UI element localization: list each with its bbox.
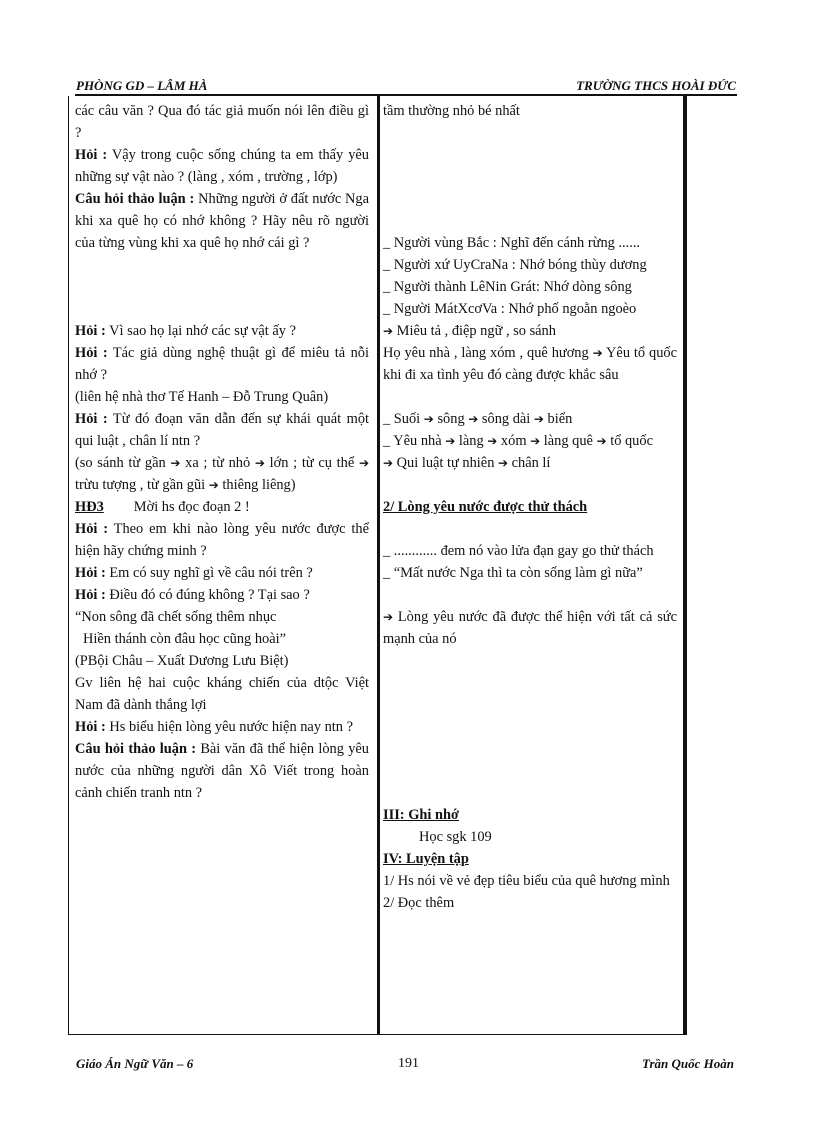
question-item xyxy=(75,144,369,188)
arrow-icon: ➔ xyxy=(592,346,603,360)
question-text: Em có suy nghĩ gì về câu nói trên ? xyxy=(105,565,313,581)
arrow-icon: ➔ xyxy=(383,324,394,338)
page-number: 191 xyxy=(398,1056,419,1071)
poem-line: “Non sông đã chết sống thêm nhục xyxy=(75,609,277,625)
arrow-icon: ➔ xyxy=(170,456,181,470)
spacer xyxy=(383,474,677,496)
comparison-note: (so sánh từ gần ➔ xa ; từ nhỏ ➔ lớn ; từ cụ thể ➔ trừu tượng , từ gần gũi ➔ thiêng liêng) xyxy=(75,455,370,493)
question-item xyxy=(75,716,369,738)
content-bullet: _ Người thành LêNin Grát: Nhớ dòng sông xyxy=(383,279,632,295)
question-text: Từ đó đoạn văn dẫn đến sự khái quát một qui luật , chân lí ntn ? xyxy=(75,411,370,449)
question-item xyxy=(75,584,369,606)
discussion-label: Câu hỏi thảo luận : xyxy=(75,741,197,757)
question-label: Hỏi : xyxy=(75,521,109,537)
spacer xyxy=(383,650,677,716)
question-text: Hs biểu hiện lòng yêu nước hiện nay ntn ? xyxy=(105,719,353,735)
content-text: 1/ Hs nói về vẻ đẹp tiêu biểu của quê hương mình xyxy=(383,873,670,889)
activity-heading xyxy=(75,496,369,518)
poem-source: (PBội Châu – Xuất Dương Lưu Biệt) xyxy=(75,653,289,669)
teacher-note: Gv liên hệ hai cuộc kháng chiến của dtộc Việt Nam đã dành thắng lợi xyxy=(75,675,369,713)
content-bullet: _ Người vùng Bắc : Nghĩ đến cánh rừng ...... xyxy=(383,235,641,251)
arrow-icon: ➔ xyxy=(208,478,219,492)
content-chain: _ Suối ➔ sông ➔ sông dài ➔ biển xyxy=(383,411,573,427)
spacer xyxy=(383,122,677,166)
arrow-icon: ➔ xyxy=(487,434,498,448)
spacer xyxy=(383,210,677,232)
content-conclusion: ➔ Lòng yêu nước đã được thể hiện với tất cả sức mạnh của nó xyxy=(383,609,677,647)
question-label: Hỏi : xyxy=(75,565,106,581)
question-item xyxy=(75,320,369,342)
question-label: Hỏi : xyxy=(75,345,108,361)
discussion-label: Câu hỏi thảo luận : xyxy=(75,191,195,207)
section-heading: IV: Luyện tập xyxy=(383,851,469,867)
question-item xyxy=(75,518,369,562)
activity-text: Mời hs đọc đoạn 2 ! xyxy=(133,499,250,515)
discussion-item xyxy=(75,188,369,254)
content-text: 2/ Đọc thêm xyxy=(383,895,455,911)
question-label: Hỏi : xyxy=(75,719,106,735)
content-conclusion: ➔ Miêu tả , điệp ngữ , so sánh xyxy=(383,323,556,339)
discussion-text: Những người ở đất nước Nga khi xa quê họ có nhớ không ? Hãy nêu rõ người của từng vùng khi xa quê họ nhớ cái gì ? xyxy=(75,191,370,251)
arrow-icon: ➔ xyxy=(596,434,607,448)
activity-label: HĐ3 xyxy=(75,499,104,515)
content-text: Học sgk 109 xyxy=(419,829,492,845)
arrow-icon: ➔ xyxy=(445,434,456,448)
arrow-icon: ➔ xyxy=(383,610,394,624)
arrow-icon: ➔ xyxy=(383,456,394,470)
question-label: Hỏi : xyxy=(75,147,108,163)
content-text: Họ yêu nhà , làng xóm , quê hương ➔ Yêu tổ quốc khi đi xa tình yêu đó càng được khắc sâu xyxy=(383,345,677,383)
spacer xyxy=(383,584,677,606)
question-text: các câu văn ? Qua đó tác giả muốn nói lên điều gì ? xyxy=(75,103,369,141)
arrow-icon: ➔ xyxy=(254,456,265,470)
content-bullet: _ “Mất nước Nga thì ta còn sống làm gì nữa” xyxy=(383,565,643,581)
teacher-activities-column xyxy=(75,100,369,804)
arrow-icon: ➔ xyxy=(498,456,509,470)
content-chain: _ Yêu nhà ➔ làng ➔ xóm ➔ làng quê ➔ tổ quốc xyxy=(383,433,653,449)
question-text: Tác giả dùng nghệ thuật gì để miêu tả nỗi nhớ ? xyxy=(75,345,369,383)
content-text: tầm thường nhỏ bé nhất xyxy=(383,103,520,119)
lesson-content-column xyxy=(383,100,677,914)
question-label: Hỏi : xyxy=(75,411,108,427)
question-item xyxy=(75,562,369,584)
discussion-text: Bài văn đã thể hiện lòng yêu nước của những người dân Xô Viết trong hoàn cảnh chiến tranh ntn ? xyxy=(75,741,369,801)
content-bullet: _ Người MátXcơVa : Nhớ phố ngoằn ngoèo xyxy=(383,301,637,317)
question-text: Theo em khi nào lòng yêu nước được thể hiện hãy chứng minh ? xyxy=(75,521,369,559)
discussion-item xyxy=(75,738,369,804)
arrow-icon: ➔ xyxy=(530,434,541,448)
question-text: Điều đó có đúng không ? Tại sao ? xyxy=(105,587,310,603)
content-bullet: _ ............ đem nó vào lửa đạn gay go thử thách xyxy=(383,543,654,559)
question-text: Vì sao họ lại nhớ các sự vật ấy ? xyxy=(105,323,296,339)
spacer xyxy=(383,166,677,210)
footer-subject: Giáo Án Ngữ Văn – 6 xyxy=(76,1056,194,1071)
content-conclusion: ➔ Qui luật tự nhiên ➔ chân lí xyxy=(383,455,551,471)
arrow-icon: ➔ xyxy=(423,412,434,426)
column-divider xyxy=(377,96,380,1034)
header-school-name: TRƯỜNG THCS HOÀI ĐỨC xyxy=(576,78,736,93)
poem-line: Hiền thánh còn đâu học cũng hoài” xyxy=(83,631,287,647)
spacer xyxy=(383,518,677,540)
question-item xyxy=(75,408,369,452)
table-right-border xyxy=(683,96,687,1034)
header-school-district: PHÒNG GD – LÂM HÀ xyxy=(76,78,208,93)
section-heading: 2/ Lòng yêu nước được thử thách xyxy=(383,499,588,515)
question-item xyxy=(75,342,369,386)
spacer xyxy=(75,254,369,320)
arrow-icon: ➔ xyxy=(533,412,544,426)
section-heading: III: Ghi nhớ xyxy=(383,807,459,823)
arrow-icon: ➔ xyxy=(358,456,370,470)
spacer xyxy=(383,760,677,804)
question-text: Vậy trong cuộc sống chúng ta em thấy yêu những sự vật nào ? (làng , xóm , trường , lớp) xyxy=(75,147,369,185)
question-label: Hỏi : xyxy=(75,323,106,339)
spacer xyxy=(383,716,677,760)
question-label: Hỏi : xyxy=(75,587,106,603)
spacer xyxy=(383,386,677,408)
content-bullet: _ Người xứ UyCraNa : Nhớ bóng thùy dương xyxy=(383,257,647,273)
footer-author: Trần Quốc Hoàn xyxy=(642,1056,734,1071)
arrow-icon: ➔ xyxy=(468,412,479,426)
note-text: (liên hệ nhà thơ Tế Hanh – Đỗ Trung Quân) xyxy=(75,389,329,405)
